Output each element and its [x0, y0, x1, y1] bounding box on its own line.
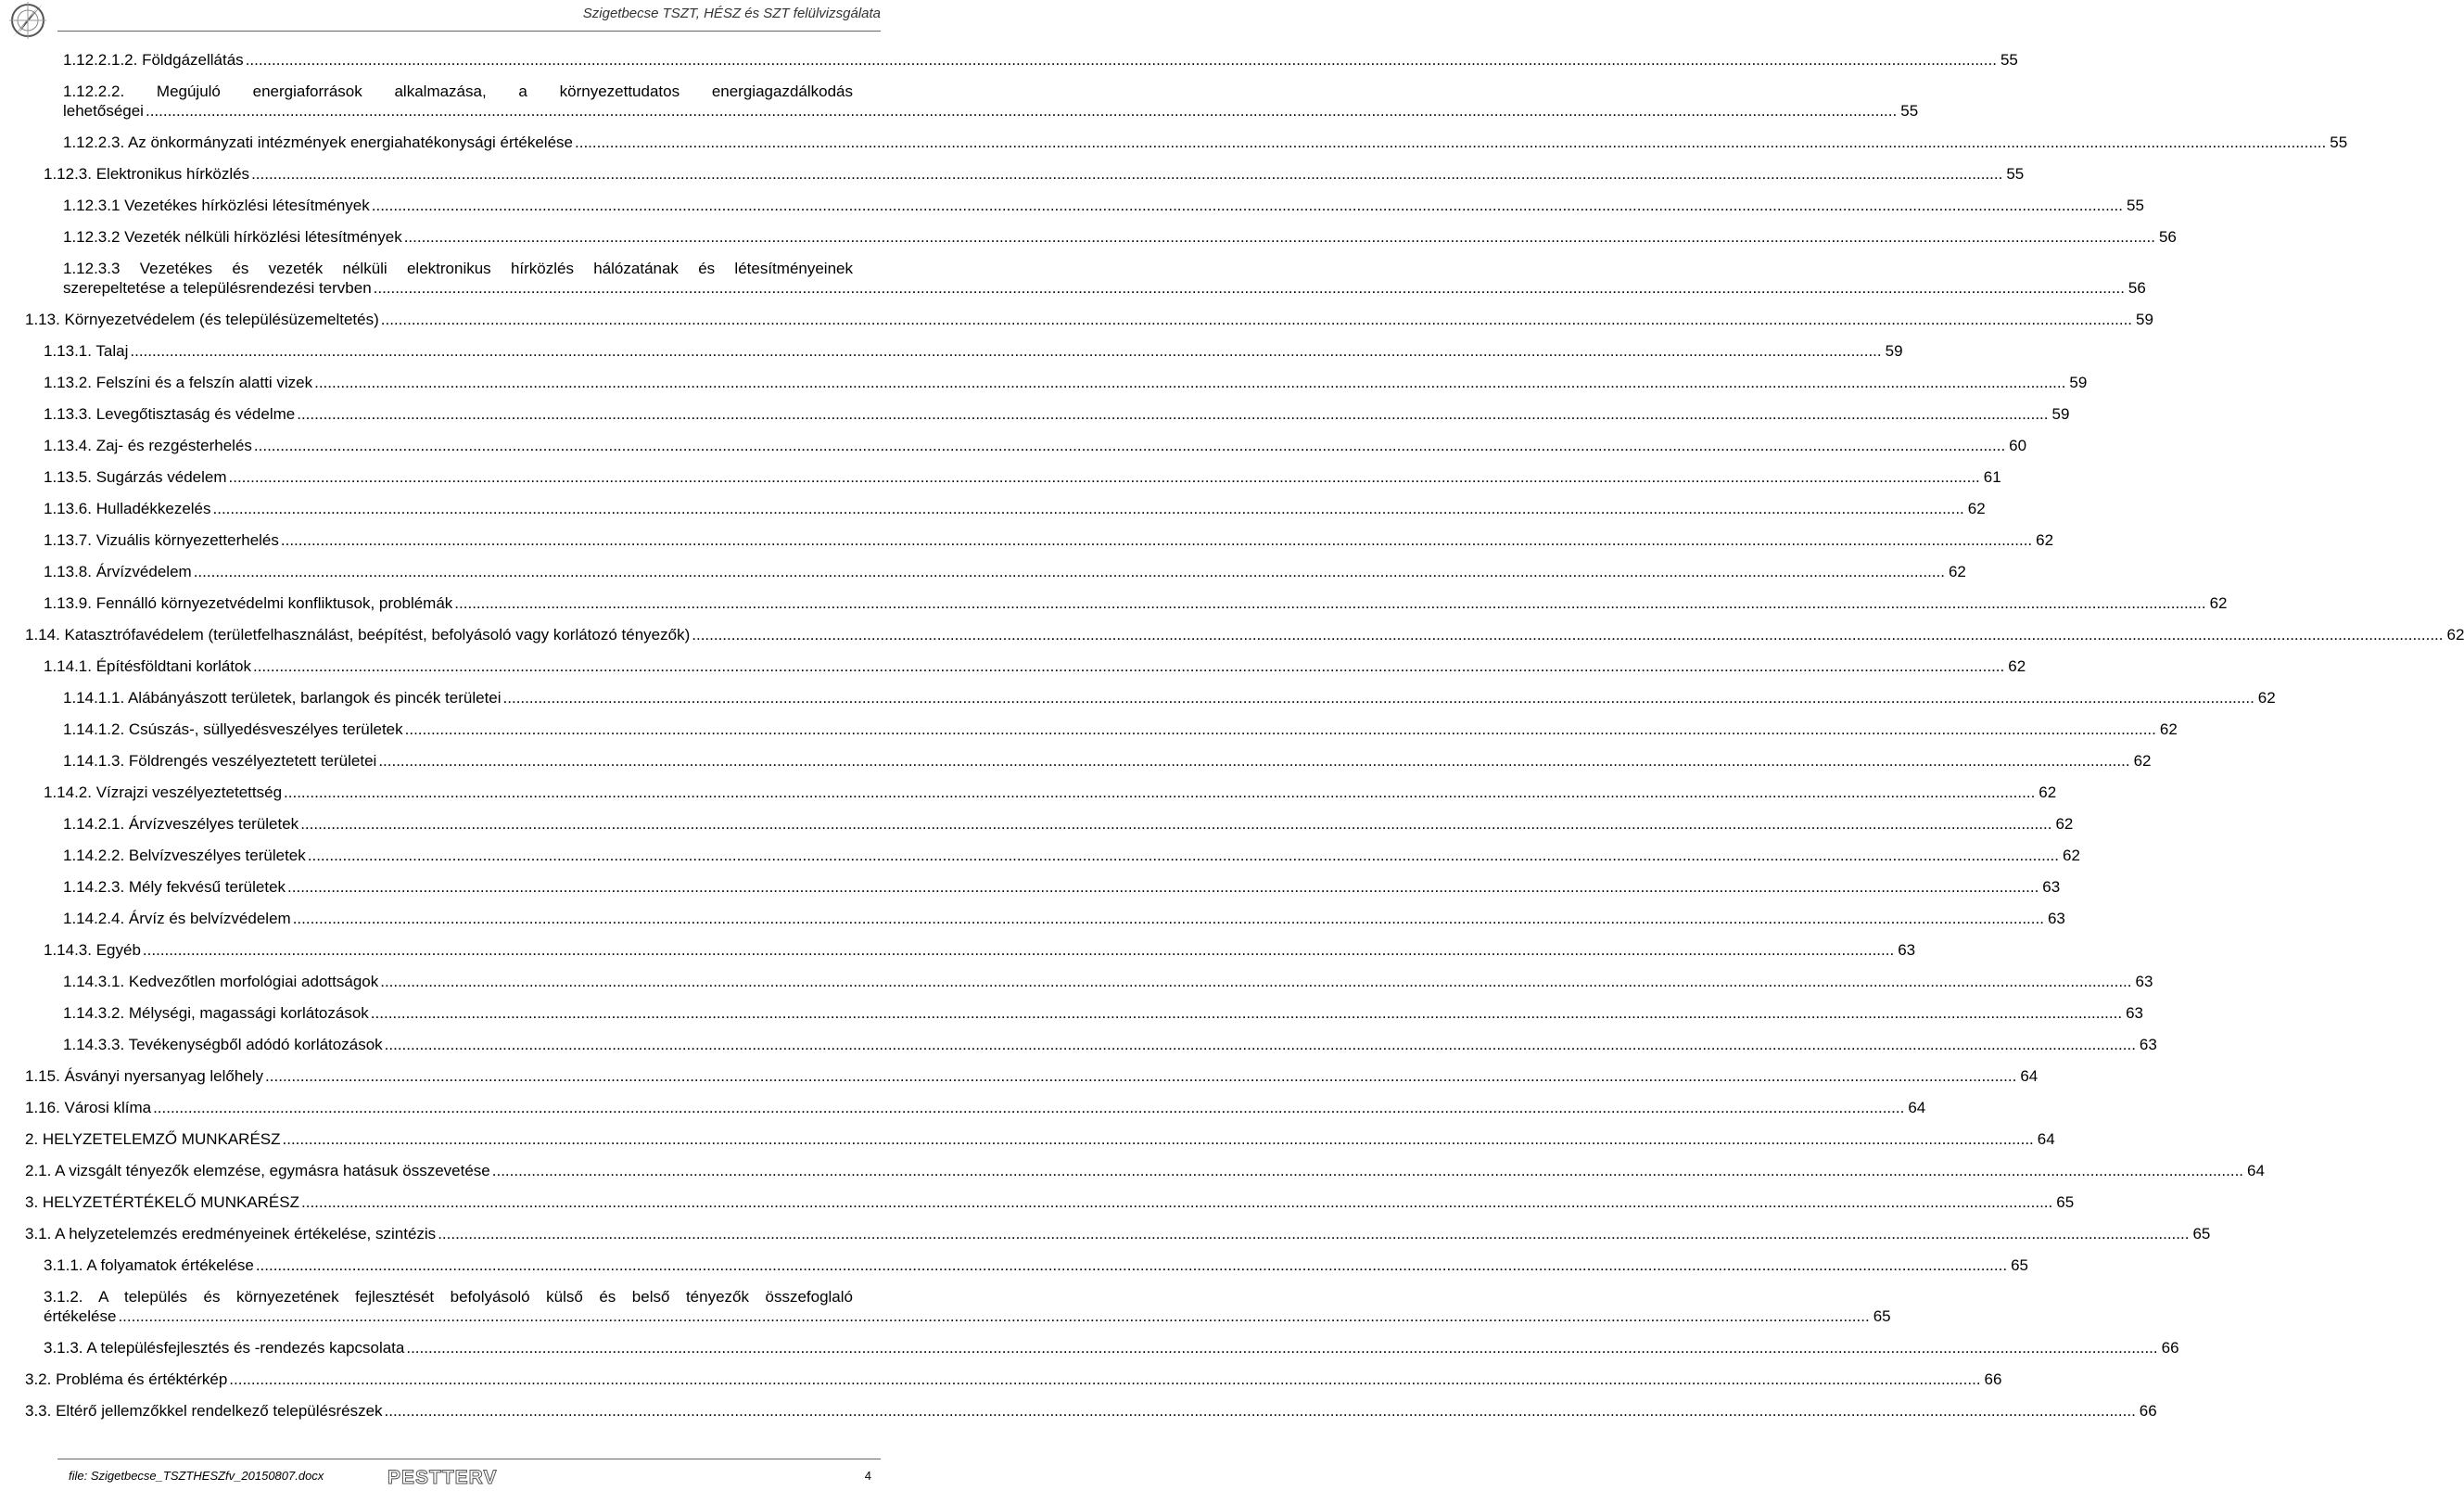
toc-page-number: 62 [2209, 594, 2228, 612]
toc-entry[interactable] [0, 909, 2065, 928]
header-divider [57, 31, 881, 32]
toc-page-number: 62 [2063, 847, 2080, 864]
dot-leader: ................................................................................................................................................................................................................................................................................................................................................................................................................ [212, 500, 1964, 517]
toc-entry-title: 1.14.2.4. Árvíz és belvízvédelem [63, 910, 291, 927]
toc-page-number: 55 [2006, 165, 2025, 183]
dot-leader: ................................................................................................................................................................................................................................................................................................................................................................................................................ [118, 1307, 1870, 1325]
dot-leader: ................................................................................................................................................................................................................................................................................................................................................................................................................ [314, 374, 2066, 391]
toc-entry-title: 1.15. Ásványi nyersanyag lelőhely [25, 1067, 264, 1085]
dot-leader: ................................................................................................................................................................................................................................................................................................................................................................................................................ [282, 1130, 2034, 1148]
toc-entry-title: 1.14.2.1. Árvízveszélyes területek [63, 815, 299, 833]
toc-page-number: 63 [2135, 973, 2153, 990]
toc-entry-title: 1.14.3.1. Kedvezőtlen morfológiai adottságok [63, 973, 379, 990]
toc-entry-title: 1.14.2. Vízrajzi veszélyeztetettség [44, 784, 283, 801]
dot-leader: ................................................................................................................................................................................................................................................................................................................................................................................................................ [403, 228, 2155, 246]
toc-page-number: 64 [2020, 1067, 2039, 1085]
toc-page-number: 66 [2161, 1339, 2179, 1357]
toc-page-number: 65 [1873, 1307, 1891, 1325]
toc-page-number: 62 [1948, 563, 1966, 580]
toc-entry-title-line1: 1.12.3.3 Vezetékes és vezeték nélküli elektronikus hírközlés hálózatának és létesítményeinek [63, 260, 853, 277]
toc-entry[interactable] [0, 310, 2153, 329]
toc-entry[interactable] [0, 593, 2228, 613]
dot-leader: ................................................................................................................................................................................................................................................................................................................................................................................................................ [300, 815, 2052, 833]
dot-leader: ................................................................................................................................................................................................................................................................................................................................................................................................................ [371, 197, 2124, 214]
dot-leader: ................................................................................................................................................................................................................................................................................................................................................................................................................ [229, 1370, 1981, 1388]
toc-entry[interactable] [0, 467, 2001, 487]
toc-page-number: 62 [2055, 815, 2074, 833]
toc-entry-title-line2: lehetőségei [63, 102, 144, 120]
toc-page-number: 65 [2056, 1193, 2075, 1211]
toc-entry[interactable] [0, 562, 1966, 581]
dot-leader: ................................................................................................................................................................................................................................................................................................................................................................................................................ [228, 468, 1980, 486]
toc-entry-second-line [44, 1306, 1891, 1326]
file-name: file: Szigetbecse_TSZTHESZfv_20150807.docx [69, 1469, 324, 1483]
dot-leader: ................................................................................................................................................................................................................................................................................................................................................................................................................ [265, 1067, 2017, 1085]
toc-entry-title-line1: 1.12.2.2. Megújuló energiaforrások alkalmazása, a környezettudatos energiagazdálkodás [63, 83, 853, 100]
toc-entry[interactable] [0, 196, 2144, 215]
toc-entry[interactable] [0, 1255, 2028, 1275]
dot-leader: ................................................................................................................................................................................................................................................................................................................................................................................................................ [491, 1162, 2244, 1179]
dot-leader: ................................................................................................................................................................................................................................................................................................................................................................................................................ [404, 720, 2156, 738]
toc-entry-title: 1.12.3.1 Vezetékes hírközlési létesítmények [63, 197, 370, 214]
page-number: 4 [864, 1469, 871, 1483]
toc-page-number: 62 [2159, 720, 2178, 738]
toc-entry[interactable] [0, 1035, 2157, 1054]
dot-leader: ................................................................................................................................................................................................................................................................................................................................................................................................................ [245, 51, 1997, 69]
dot-leader: ................................................................................................................................................................................................................................................................................................................................................................................................................ [406, 1339, 2158, 1357]
toc-entry-second-line [63, 278, 2146, 298]
toc-entry[interactable] [0, 751, 2152, 771]
toc-entry-title: 1.13.4. Zaj- és rezgésterhelés [44, 437, 252, 454]
toc-entry[interactable] [0, 1401, 2157, 1421]
toc-entry-title: 3. HELYZETÉRTÉKELŐ MUNKARÉSZ [25, 1193, 299, 1211]
toc-page-number: 60 [2009, 437, 2027, 454]
toc-entry[interactable] [0, 940, 1916, 960]
toc-page-number: 64 [1908, 1099, 1926, 1116]
toc-entry[interactable] [0, 877, 2061, 897]
toc-page-number: 62 [2036, 531, 2054, 549]
toc-entry[interactable] [0, 530, 2054, 550]
dot-leader: ................................................................................................................................................................................................................................................................................................................................................................................................................ [380, 973, 2132, 990]
toc-page-number: 62 [1967, 500, 1986, 517]
page-header [0, 0, 890, 41]
toc-entry[interactable] [0, 50, 2018, 70]
toc-page-number: 56 [2158, 228, 2177, 246]
toc-entry-title: 1.13.9. Fennálló környezetvédelmi konfliktusok, problémák [44, 594, 453, 612]
toc-entry-title: 1.12.2.3. Az önkormányzati intézmények energiahatékonysági értékelése [63, 134, 573, 151]
dot-leader: ................................................................................................................................................................................................................................................................................................................................................................................................................ [153, 1099, 1905, 1116]
table-of-contents [0, 50, 2464, 1433]
toc-entry[interactable] [0, 1224, 2211, 1243]
dot-leader: ................................................................................................................................................................................................................................................................................................................................................................................................................ [380, 311, 2133, 328]
toc-page-number: 66 [2139, 1402, 2157, 1420]
dot-leader: ................................................................................................................................................................................................................................................................................................................................................................................................................ [370, 1004, 2123, 1022]
toc-page-number: 62 [2446, 626, 2464, 644]
toc-page-number: 61 [1983, 468, 2001, 486]
toc-entry-title: 1.14.2.2. Belvízveszélyes területek [63, 847, 306, 864]
toc-page-number: 55 [2000, 51, 2018, 69]
document-title: Szigetbecse TSZT, HÉSZ és SZT felülvizsgálata [582, 6, 881, 21]
toc-entry[interactable] [0, 1098, 1926, 1117]
dot-leader: ................................................................................................................................................................................................................................................................................................................................................................................................................ [253, 437, 2006, 454]
toc-entry-title-line1: 3.1.2. A település és környezetének fejlesztését befolyásoló külső és belső tényezők összefoglaló [44, 1288, 853, 1306]
toc-page-number: 63 [2126, 1004, 2143, 1022]
toc-entry[interactable] [0, 164, 2025, 184]
toc-page-number: 65 [2011, 1256, 2028, 1274]
toc-entry-title: 3.1.3. A településfejlesztés és -rendezés kapcsolata [44, 1339, 405, 1357]
toc-entry-title: 1.14.3. Egyéb [44, 941, 141, 959]
toc-entry[interactable] [0, 436, 2027, 455]
dot-leader: ................................................................................................................................................................................................................................................................................................................................................................................................................ [252, 657, 2005, 675]
toc-entry[interactable] [0, 846, 2080, 865]
toc-entry[interactable] [0, 1129, 2055, 1149]
toc-entry-title: 1.14.1.2. Csúszás-, süllyedésveszélyes területek [63, 720, 403, 738]
dot-leader: ................................................................................................................................................................................................................................................................................................................................................................................................................ [193, 563, 1945, 580]
toc-entry-title: 1.14.1. Építésföldtani korlátok [44, 657, 251, 675]
toc-entry[interactable] [0, 1066, 2039, 1086]
dot-leader: ................................................................................................................................................................................................................................................................................................................................................................................................................ [454, 594, 2206, 612]
toc-entry-title: 1.14.3.2. Mélységi, magassági korlátozások [63, 1004, 369, 1022]
toc-entry-title: 1.13.5. Sugárzás védelem [44, 468, 227, 486]
toc-entry[interactable] [0, 1003, 2143, 1023]
dot-leader: ................................................................................................................................................................................................................................................................................................................................................................................................................ [287, 878, 2039, 896]
toc-entry-title-line2: értékelése [44, 1307, 117, 1325]
toc-page-number: 65 [2192, 1225, 2211, 1242]
toc-entry[interactable] [0, 1338, 2179, 1357]
toc-page-number: 66 [1984, 1370, 2002, 1388]
toc-page-number: 62 [2039, 784, 2057, 801]
toc-page-number: 64 [2037, 1130, 2055, 1148]
toc-entry-title: 3.3. Eltérő jellemzőkkel rendelkező településrészek [25, 1402, 383, 1420]
toc-entry-title: 1.14.1.1. Alábányászott területek, barlangok és pincék területei [63, 689, 502, 707]
toc-entry[interactable] [0, 1192, 2075, 1212]
toc-page-number: 63 [2047, 910, 2065, 927]
toc-page-number: 64 [2247, 1162, 2265, 1179]
toc-page-number: 62 [2133, 752, 2152, 770]
toc-entry[interactable] [0, 783, 2057, 802]
toc-entry-title: 1.14.3.3. Tevékenységből adódó korlátozások [63, 1036, 383, 1053]
page-footer [0, 1454, 890, 1491]
dot-leader: ................................................................................................................................................................................................................................................................................................................................................................................................................ [145, 102, 1898, 120]
dot-leader: ................................................................................................................................................................................................................................................................................................................................................................................................................ [438, 1225, 2190, 1242]
toc-entry-title: 1.14.2.3. Mély fekvésű területek [63, 878, 286, 896]
toc-entry-title: 3.1.1. A folyamatok értékelése [44, 1256, 254, 1274]
dot-leader: ................................................................................................................................................................................................................................................................................................................................................................................................................ [307, 847, 2060, 864]
dot-leader: ................................................................................................................................................................................................................................................................................................................................................................................................................ [301, 1193, 2053, 1211]
toc-entry[interactable] [0, 814, 2074, 834]
toc-entry[interactable] [0, 373, 2088, 392]
toc-page-number: 63 [2042, 878, 2061, 896]
toc-entry-title: 1.13.8. Árvízvédelem [44, 563, 192, 580]
toc-page-number: 59 [2051, 405, 2070, 423]
dot-leader: ................................................................................................................................................................................................................................................................................................................................................................................................................ [373, 279, 2125, 297]
dot-leader: ................................................................................................................................................................................................................................................................................................................................................................................................................ [142, 941, 1895, 959]
toc-entry-title: 2.1. A vizsgált tényezők elemzése, egymásra hatásuk összevetése [25, 1162, 490, 1179]
toc-entry[interactable] [0, 688, 2276, 707]
toc-entry-second-line [63, 101, 1919, 121]
toc-entry[interactable] [0, 133, 2348, 152]
toc-entry-title: 1.13.1. Talaj [44, 342, 129, 360]
dot-leader: ................................................................................................................................................................................................................................................................................................................................................................................................................ [297, 405, 2049, 423]
toc-entry[interactable] [0, 656, 2026, 676]
toc-entry-title: 3.1. A helyzetelemzés eredményeinek értékelése, szintézis [25, 1225, 437, 1242]
toc-entry-title: 2. HELYZETELEMZŐ MUNKARÉSZ [25, 1130, 281, 1148]
dot-leader: ................................................................................................................................................................................................................................................................................................................................................................................................................ [384, 1402, 2136, 1420]
toc-entry-title: 3.2. Probléma és értéktérkép [25, 1370, 228, 1388]
dot-leader: ................................................................................................................................................................................................................................................................................................................................................................................................................ [575, 134, 2327, 151]
toc-page-number: 59 [1885, 342, 1903, 360]
toc-entry[interactable] [0, 1161, 2265, 1180]
dot-leader: ................................................................................................................................................................................................................................................................................................................................................................................................................ [130, 342, 1882, 360]
toc-page-number: 55 [2330, 134, 2348, 151]
toc-entry[interactable] [0, 625, 2464, 644]
toc-entry-title: 1.16. Városi klíma [25, 1099, 152, 1116]
toc-entry[interactable] [0, 259, 2146, 298]
toc-entry[interactable] [0, 1287, 1891, 1326]
toc-entry[interactable] [0, 1370, 2002, 1389]
dot-leader: ................................................................................................................................................................................................................................................................................................................................................................................................................ [692, 626, 2444, 644]
toc-page-number: 56 [2127, 279, 2146, 297]
dot-leader: ................................................................................................................................................................................................................................................................................................................................................................................................................ [280, 531, 2033, 549]
toc-page-number: 55 [1900, 102, 1919, 120]
toc-entry-title: 1.13.2. Felszíni és a felszín alatti vizek [44, 374, 313, 391]
compass-logo-icon [6, 0, 54, 41]
toc-entry-title: 1.13.7. Vizuális környezetterhelés [44, 531, 279, 549]
dot-leader: ................................................................................................................................................................................................................................................................................................................................................................................................................ [292, 910, 2044, 927]
toc-entry[interactable] [0, 341, 1903, 361]
toc-entry-title: 1.13.3. Levegőtisztaság és védelme [44, 405, 296, 423]
toc-entry-title: 1.12.2.1.2. Földgázellátás [63, 51, 244, 69]
toc-entry-title: 1.12.3.2 Vezeték nélküli hírközlési létesítmények [63, 228, 402, 246]
dot-leader: ................................................................................................................................................................................................................................................................................................................................................................................................................ [255, 1256, 2008, 1274]
toc-entry[interactable] [0, 227, 2177, 247]
toc-entry-title-line2: szerepeltetése a településrendezési tervben [63, 279, 372, 297]
pestterv-logo [386, 1465, 498, 1488]
dot-leader: ................................................................................................................................................................................................................................................................................................................................................................................................................ [251, 165, 2003, 183]
toc-entry[interactable] [0, 720, 2178, 739]
toc-entry[interactable] [0, 404, 2070, 424]
toc-page-number: 59 [2136, 311, 2153, 328]
svg-text:PESTTERV: PESTTERV [387, 1467, 498, 1488]
dot-leader: ................................................................................................................................................................................................................................................................................................................................................................................................................ [384, 1036, 2136, 1053]
toc-page-number: 62 [2257, 689, 2276, 707]
toc-page-number: 63 [1898, 941, 1916, 959]
toc-entry[interactable] [0, 972, 2153, 991]
toc-entry[interactable] [0, 82, 1919, 121]
dot-leader: ................................................................................................................................................................................................................................................................................................................................................................................................................ [378, 752, 2130, 770]
toc-page-number: 62 [2008, 657, 2026, 675]
toc-entry-title: 1.14.1.3. Földrengés veszélyeztetett területei [63, 752, 377, 770]
toc-entry-title: 1.13. Környezetvédelem (és településüzemeltetés) [25, 311, 379, 328]
toc-entry-title: 1.14. Katasztrófavédelem (területfelhasználást, beépítést, befolyásoló vagy korlátozó tényezők) [25, 626, 691, 644]
dot-leader: ................................................................................................................................................................................................................................................................................................................................................................................................................ [284, 784, 2036, 801]
toc-page-number: 59 [2069, 374, 2088, 391]
toc-page-number: 63 [2139, 1036, 2157, 1053]
toc-entry-title: 1.12.3. Elektronikus hírközlés [44, 165, 250, 183]
dot-leader: ................................................................................................................................................................................................................................................................................................................................................................................................................ [502, 689, 2254, 707]
toc-entry-title: 1.13.6. Hulladékkezelés [44, 500, 211, 517]
toc-page-number: 55 [2127, 197, 2144, 214]
toc-entry[interactable] [0, 499, 1986, 518]
